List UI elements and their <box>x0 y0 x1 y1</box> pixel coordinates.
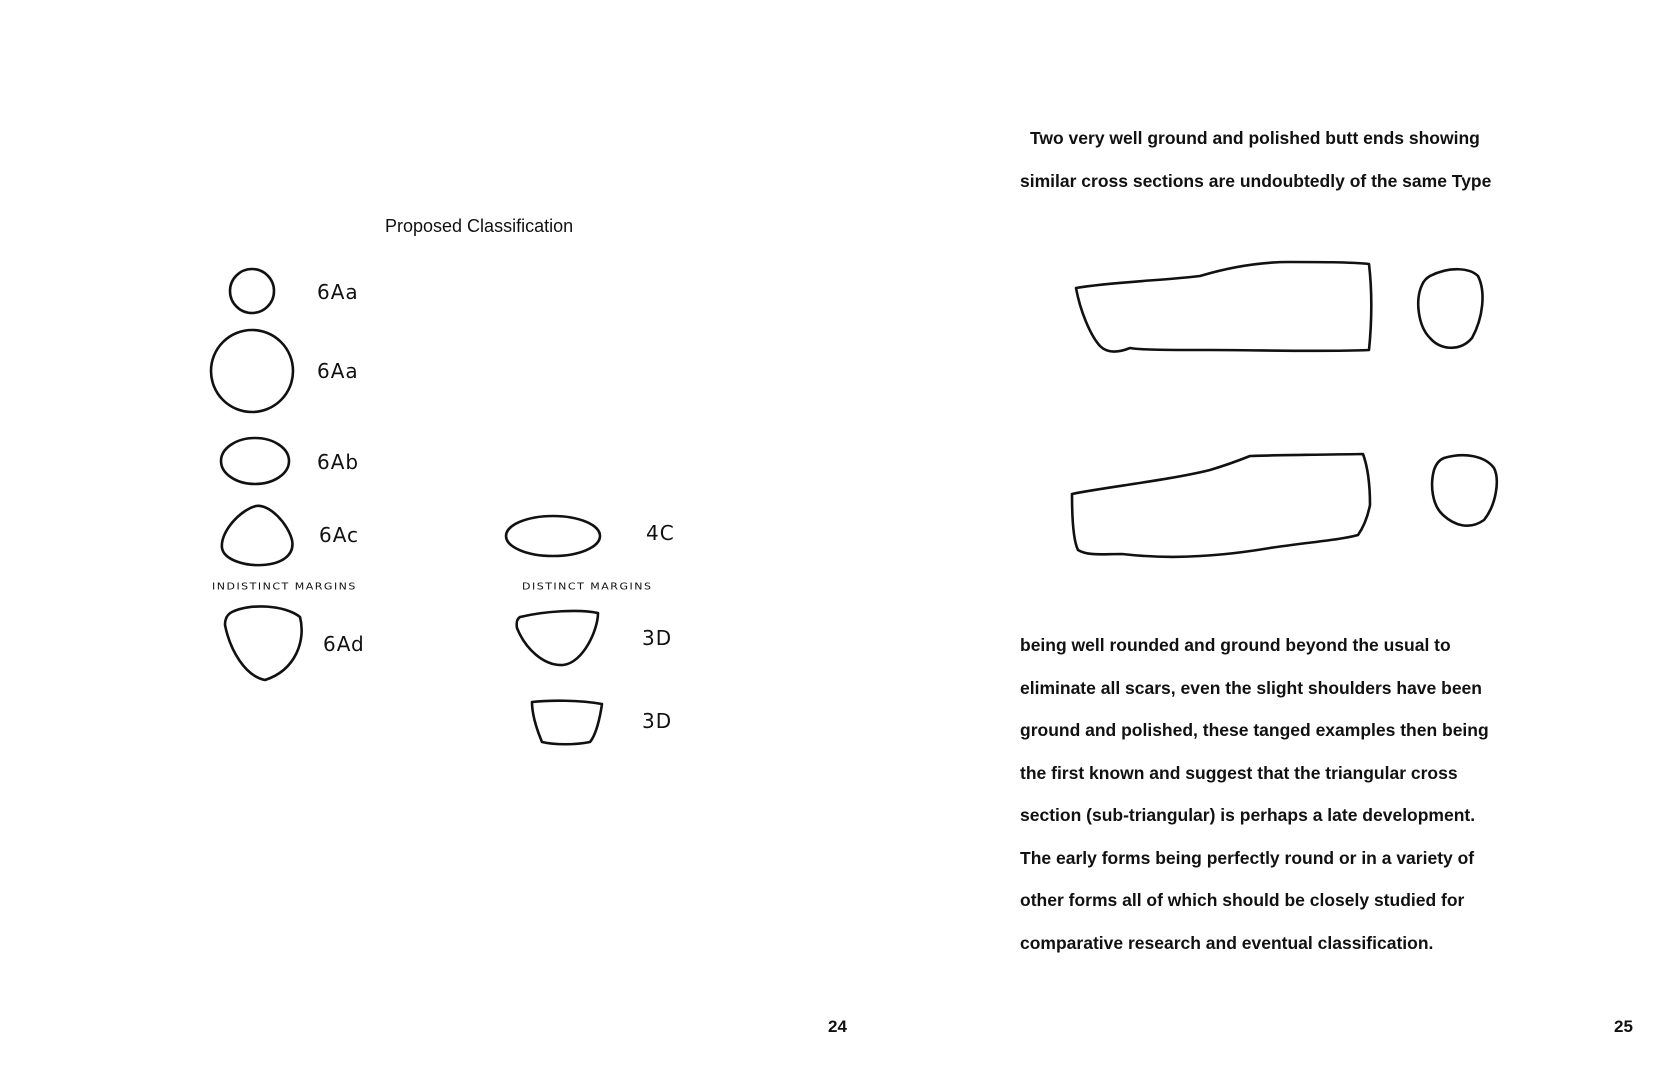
butt-end-1-profile <box>1076 262 1371 352</box>
shape-3d-upper <box>517 611 598 665</box>
label-4c: 4C <box>646 521 675 545</box>
text-line: Two very well ground and polished butt ends showing <box>1030 128 1480 148</box>
label-3d-upper: 3D <box>642 626 673 650</box>
shape-6ab <box>221 438 289 484</box>
label-6aa-small: 6Aa <box>317 280 359 304</box>
label-6aa-large: 6Aa <box>317 359 359 383</box>
butt-end-2-section <box>1432 455 1497 525</box>
shape-3d-lower <box>532 701 602 745</box>
page-number-left: 24 <box>828 1017 847 1036</box>
text-line: being well rounded and ground beyond the usual to <box>1020 635 1451 655</box>
indistinct-margins-label: INDISTINCT MARGINS <box>212 580 357 593</box>
label-6ac: 6Ac <box>319 523 360 547</box>
shape-6aa-small <box>230 269 274 313</box>
shape-6ad <box>225 606 302 680</box>
distinct-margins-label: DISTINCT MARGINS <box>522 580 653 593</box>
text-line: The early forms being perfectly round or in a variety of <box>1020 847 1475 868</box>
label-6ab: 6Ab <box>317 450 360 474</box>
text-line: comparative research and eventual classification. <box>1020 932 1434 953</box>
text-line: the first known and suggest that the triangular cross <box>1020 762 1458 783</box>
page-number-right: 25 <box>1614 1017 1633 1036</box>
label-6ad: 6Ad <box>323 632 365 656</box>
right-page <box>840 0 1680 1080</box>
drawing-title: Proposed Classification <box>385 216 574 236</box>
label-3d-lower: 3D <box>642 709 673 733</box>
shape-6aa-large <box>211 330 293 412</box>
butt-end-1-section <box>1418 269 1482 348</box>
shape-4c <box>506 516 600 556</box>
text-line: ground and polished, these tanged examples then being <box>1020 720 1489 740</box>
body-paragraph <box>1020 624 1489 964</box>
text-line: eliminate all scars, even the slight shoulders have been <box>1020 677 1482 698</box>
text-line: section (sub-triangular) is perhaps a late development. <box>1020 805 1476 825</box>
text-line: other forms all of which should be closely studied for <box>1020 890 1465 910</box>
butt-end-2-profile <box>1072 454 1370 557</box>
text-line: similar cross sections are undoubtedly of the same Type <box>1020 170 1492 191</box>
shape-6ac <box>222 506 293 565</box>
